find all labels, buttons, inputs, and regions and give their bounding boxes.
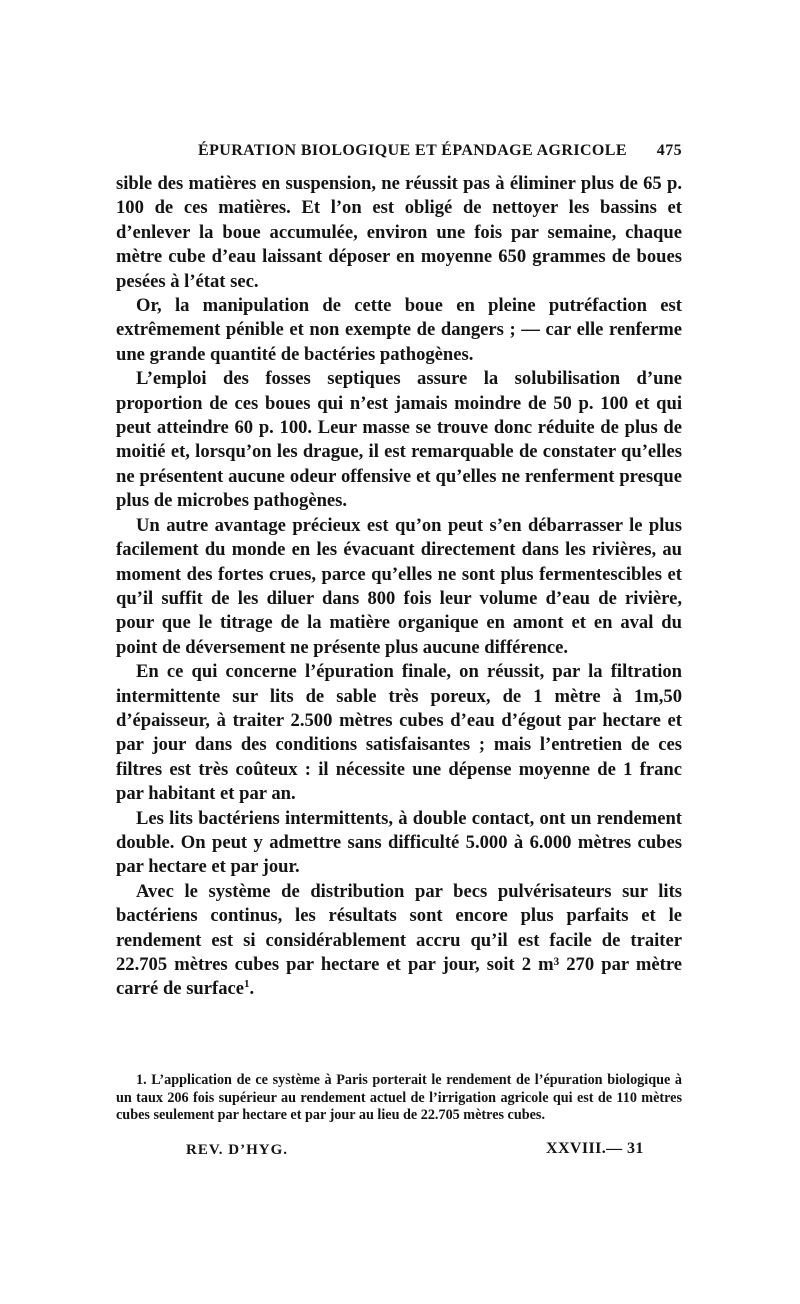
paragraph-7-text: Avec le système de distribution par becs pulvérisateurs sur lits bactériens continus, les résultats sont encore plus parfaits et le rendement est si considérablement accru qu’il est facile de traiter 22.705 mètres cubes par hectare et par jour, soit 2 m³ 270 par mètre carré de surface <box>116 880 682 1000</box>
running-header <box>116 140 682 164</box>
paragraph-7: Avec le système de distribution par becs pulvérisateurs sur lits bactériens continus, les résultats sont encore plus parfaits et le rendement est si considérablement accru qu’il est facile de traiter 22.705 mètres cubes par hectare et par jour, soit 2 m³ 270 par mètre carré de surface$^1$. <box>116 880 682 1000</box>
volume-signature: XXVIII.— 31 <box>546 1140 644 1157</box>
paragraph-4: Un autre avantage précieux est qu’on peut s’en débarrasser le plus facilement du monde en les évacuant directement dans les rivières, au moment des fortes crues, parce qu’elles ne sont plus fermentescibles et qu’il suffit de les diluer dans 800 fois leur volume d’eau de rivière, pour que le titrage de la matière organique en amont et en aval du point de déversement ne présente plus aucune différence. <box>116 514 682 658</box>
running-title: ÉPURATION BIOLOGIQUE ET ÉPANDAGE AGRICOLE <box>198 142 627 159</box>
paragraph-3: L’emploi des fosses septiques assure la solubilisation d’une proportion de ces boues qui n’est jamais moindre de 50 p. 100 et qui peut atteindre 60 p. 100. Leur masse se trouve donc réduite de plus de moitié et, lorsqu’on les drague, il est remarquable de constater qu’elles ne présentent aucune odeur offensive et qu’elles ne renferment presque plus de microbes pathogènes. <box>116 368 682 512</box>
paragraph-5: En ce qui concerne l’épuration finale, on réussit, par la filtration intermittente sur lits de sable très poreux, de 1 mètre à 1m,50 d’épaisseur, à traiter 2.500 mètres cubes d’eau d’égout par hectare et par jour dans des conditions satisfaisantes ; mais l’entretien de ces filtres est très coûteux : il nécessite une dépense moyenne de 1 franc par habitant et par an. <box>116 661 682 805</box>
paragraph-6: Les lits bactériens intermittents, à double contact, ont un rendement double. On peut y admettre sans difficulté 5.000 à 6.000 mètres cubes par hectare et par jour. <box>116 807 682 878</box>
paragraph-2: Or, la manipulation de cette boue en pleine putréfaction est extrêmement pénible et non exempte de dangers ; — car elle renferme une grande quantité de bactéries pathogènes. <box>116 295 682 365</box>
paragraph-1: sible des matières en suspension, ne réussit pas à éliminer plus de 65 p. 100 de ces matières. Et l’on est obligé de nettoyer les bassins et d’enlever la boue accumulée, environ une fois par semaine, chaque mètre cube d’eau laissant déposer en moyenne 650 grammes de boues pesées à l’état sec. <box>116 173 682 292</box>
body-text <box>116 172 682 1002</box>
journal-signature: REV. D’HYG. <box>186 1142 288 1158</box>
page-number: 475 <box>656 142 682 159</box>
footnote-reference: 1 <box>244 978 250 991</box>
footnote-text: 1. L’application de ce système à Paris porterait le rendement de l’épuration biologique à un taux 206 fois supérieur au rendement actuel de l’irrigation agricole qui est de 110 mètres cubes seulement par hectare et par jour au lieu de 22.705 mètres cubes. <box>116 1072 682 1124</box>
footnote <box>116 1072 682 1125</box>
